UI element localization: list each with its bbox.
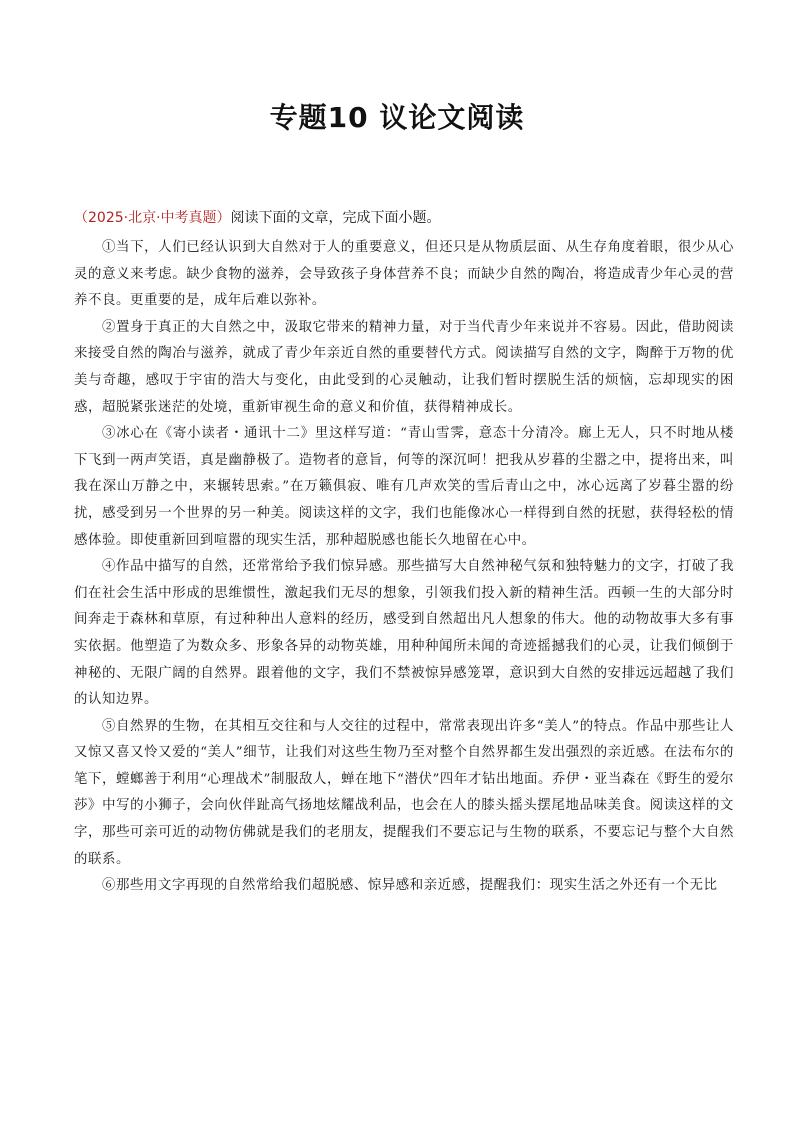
paragraph-3: ③冰心在《寄小读者・通讯十二》里这样写道：“青山雪霁，意态十分清冷。廊上无人，只不时地从楼下飞到一两声笑语，真是幽静极了。造物者的意旨，何等的深沉呵！把我从岁暮的尘嚣之中，提将出来，叫我在深山万静之中，来辗转思索。”在万籁俱寂、唯有几声欢笑的雪后青山之中，冰心远离了岁暮尘嚣的纷扰，感受到另一个世界的另一种美。阅读这样的文字，我们也能像冰心一样得到自然的抚慰，获得轻松的情感体验。即使重新回到喧嚣的现实生活，那种超脱感也能长久地留在心中。 (74, 426, 734, 548)
question-intro (74, 208, 734, 228)
paragraph-1: ①当下，人们已经认识到大自然对于人的重要意义，但还只是从物质层面、从生存角度着眼，很少从心灵的意义来考虑。缺少食物的滋养，会导致孩子身体营养不良；而缺少自然的陶冶，将造成青少年心灵的营养不良。更重要的是，成年后难以弥补。 (74, 240, 734, 309)
paragraph-2: ②置身于真正的大自然之中，汲取它带来的精神力量，对于当代青少年来说并不容易。因此，借助阅读来接受自然的陶冶与滋养，就成了青少年亲近自然的重要替代方式。阅读描写自然的文字，陶醉于万物的优美与奇趣，感叹于宇宙的浩大与变化，由此受到的心灵触动，让我们暂时摆脱生活的烦恼，忘却现实的困惑，超脱紧张迷茫的处境，重新审视生命的意义和价值，获得精神成长。 (74, 319, 734, 415)
paragraph-6: ⑥那些用文字再现的自然常给我们超脱感、惊异感和亲近感，提醒我们：现实生活之外还有一个无比 (102, 878, 718, 894)
source-close-paren: ） (216, 210, 231, 226)
paragraph-4: ④作品中描写的自然，还常常给予我们惊异感。那些描写大自然神秘气氛和独特魅力的文字，打破了我们在社会生活中形成的思维惯性，激起我们无尽的想象，引领我们投入新的精神生活。西顿一生的大部分时间奔走于森林和草原，有过种种出人意料的经历，感受到自然超出凡人想象的伟大。他的动物故事大多有事实依据。他塑造了为数众多、形象各异的动物英雄，用种种闻所未闻的奇迹摇撼我们的心灵，让我们倾倒于神秘的、无限广阔的自然界。跟着他的文字，我们不禁被惊异感笼罩，意识到大自然的安排远远超越了我们的认知边界。 (74, 559, 734, 708)
paragraph-5: ⑤自然界的生物，在其相互交往和与人交往的过程中，常常表现出许多“美人”的特点。作品中那些让人又惊又喜又怜又爱的“美人”细节，让我们对这些生物乃至对整个自然界都生发出强烈的亲近感。在法布尔的笔下，螳螂善于利用“心理战术”制服敌人，蝉在地下“潜伏”四年才钻出地面。乔伊・亚当森在《野生的爱尔莎》中写的小狮子，会向伙伴趾高气扬地炫耀战利品，也会在人的膝头摇头摆尾地品味美食。阅读这样的文字，那些可亲可近的动物仿佛就是我们的老朋友，提醒我们不要忘记与生物的联系，不要忘记与整个大自然的联系。 (74, 718, 734, 867)
article-body (74, 235, 734, 900)
source-open-paren: （ (74, 210, 88, 226)
instruction-text: 阅读下面的文章，完成下面小题。 (230, 210, 441, 226)
source-label: 2025·北京·中考真题 (88, 210, 217, 226)
page-title: 专题10 议论文阅读 (269, 101, 525, 134)
